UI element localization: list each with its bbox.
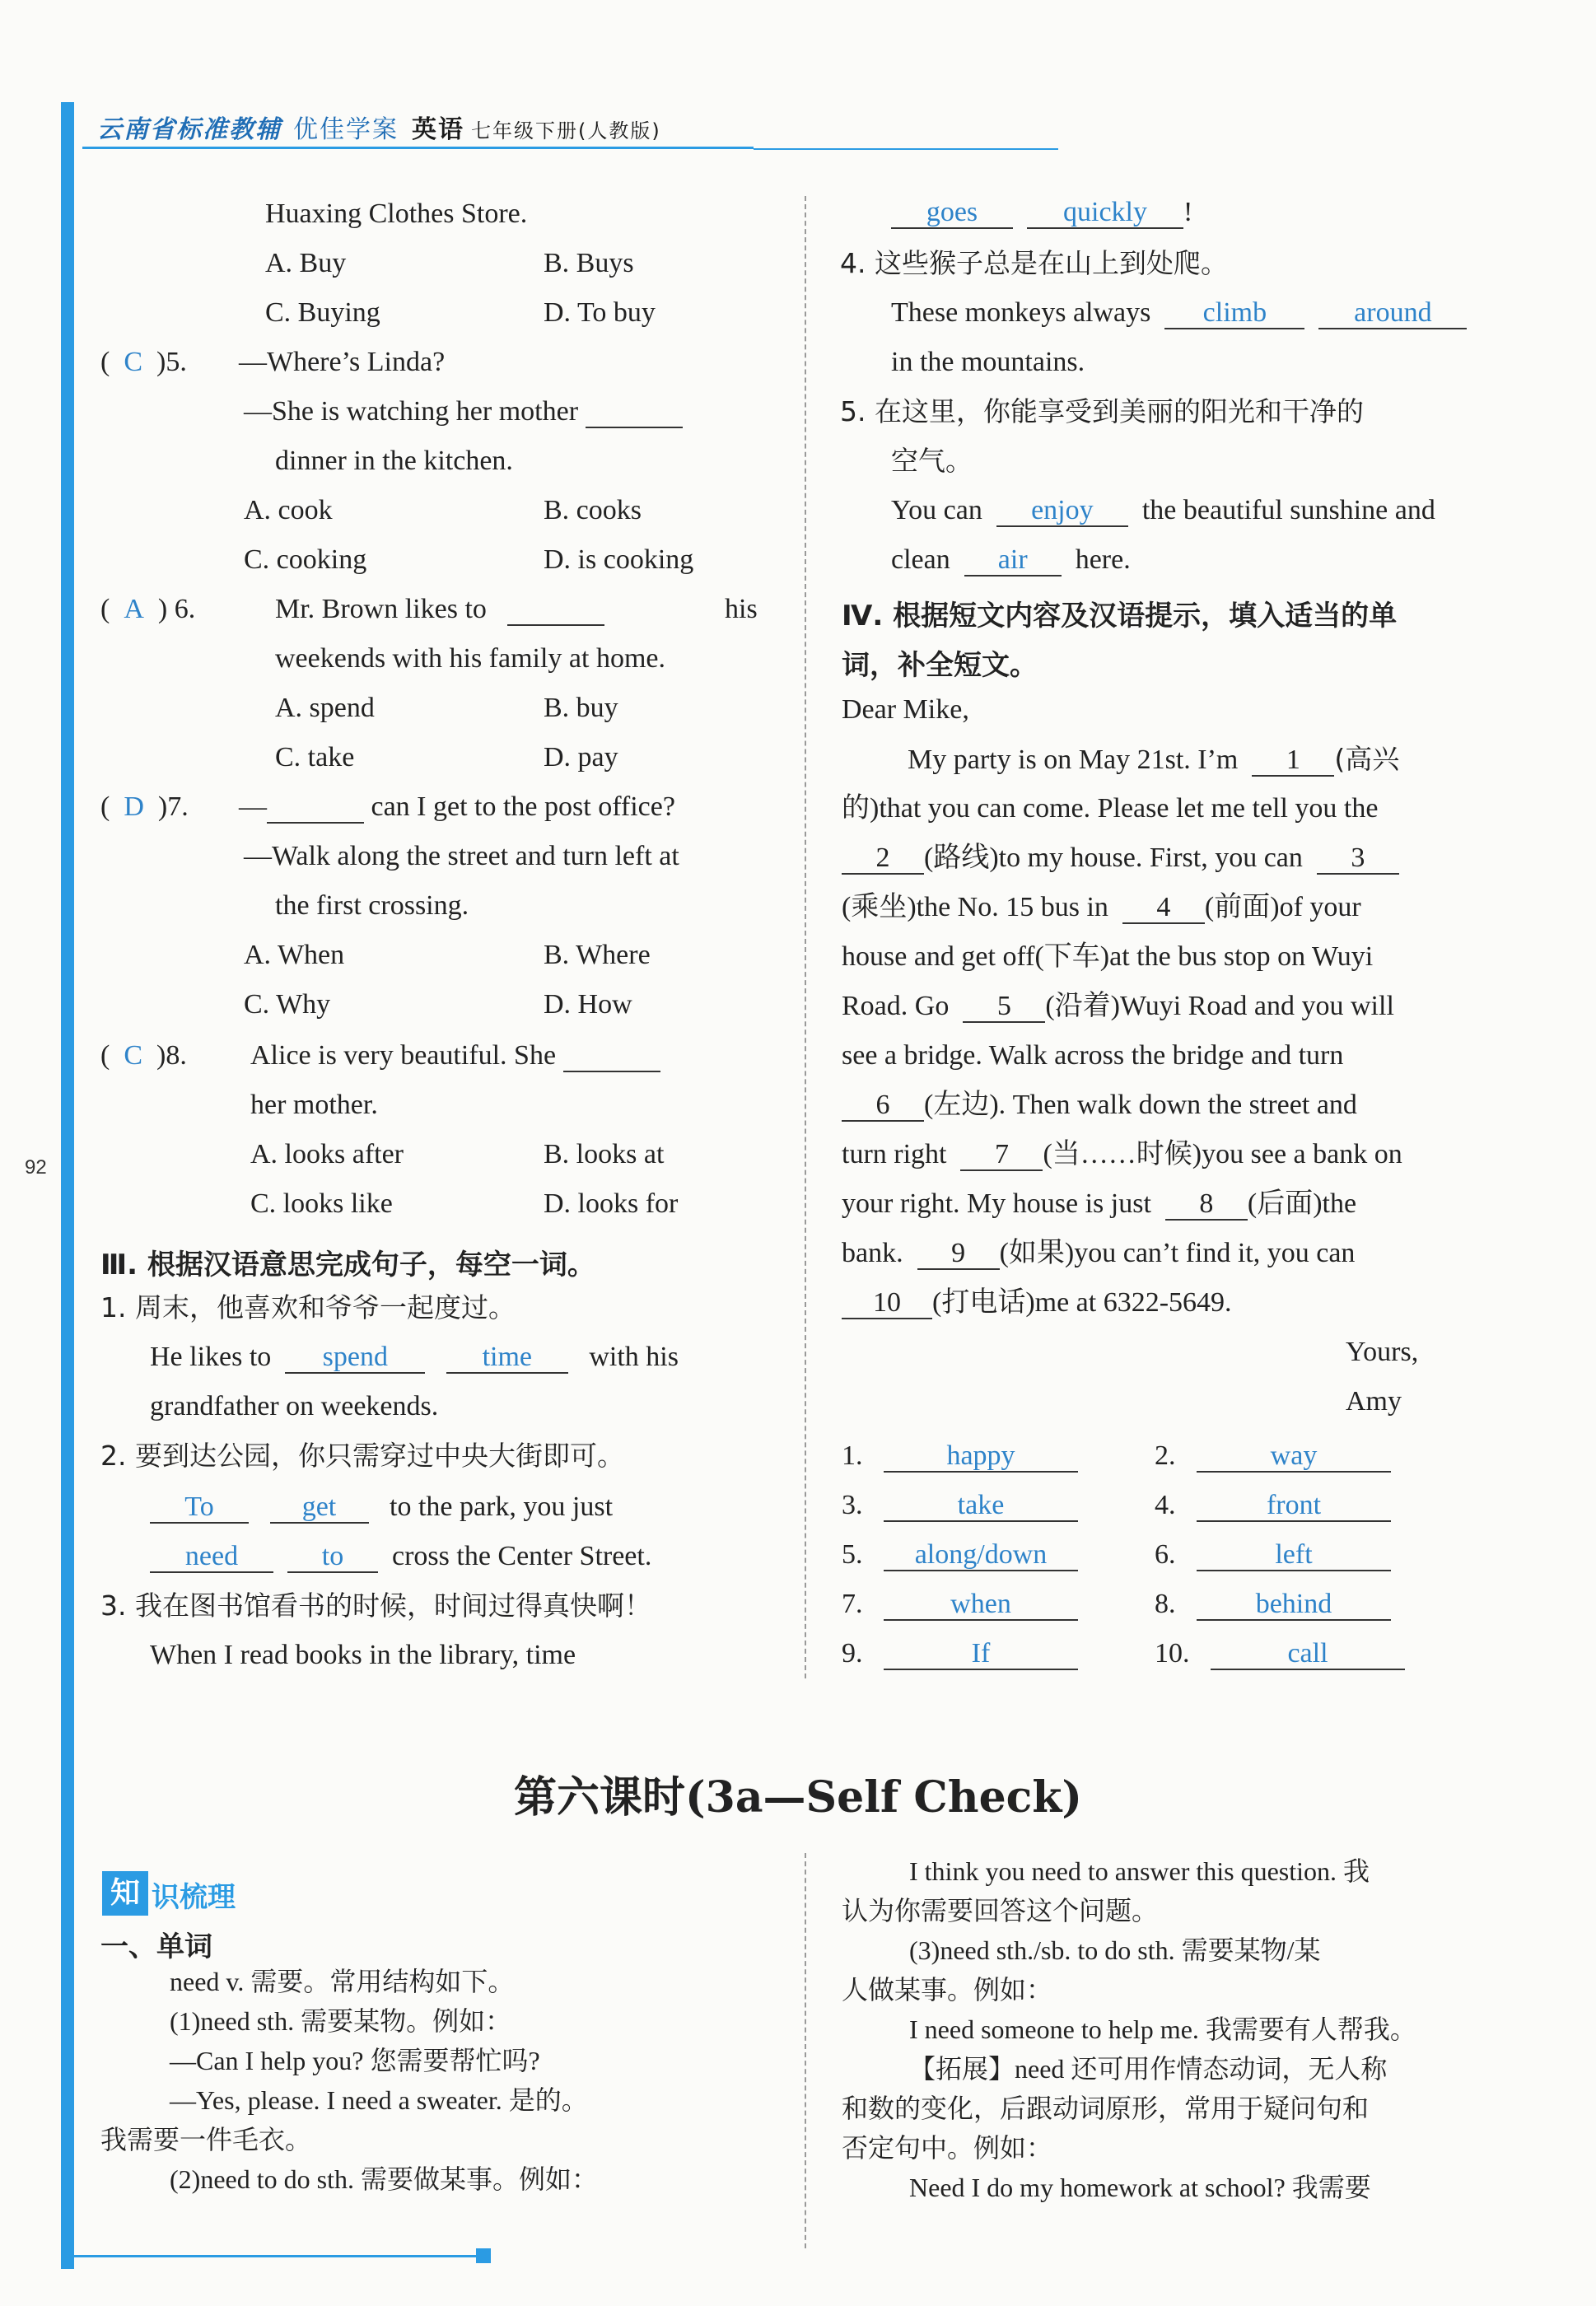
letter-line-2: 的)that you can come. Please let me tell you the [842, 793, 1379, 824]
letter-line-12 [842, 1286, 1232, 1319]
s1-en-a: He likes to [150, 1342, 272, 1372]
lesson-right-line-4: 人做某事。例如： [842, 1975, 1053, 2005]
q7-option-a: A. When [244, 940, 345, 970]
s2-en-a: to the park, you just [390, 1491, 614, 1522]
s1-answer-1: spend [285, 1342, 425, 1374]
letter-l12-a: (打电话)me at 6322-5649. [932, 1287, 1232, 1318]
answer-8 [1155, 1588, 1391, 1621]
section-4-title-line2: 词，补全短文。 [842, 649, 1038, 682]
letter-blank-10: 10 [842, 1288, 932, 1319]
q6-option-a: A. spend [275, 693, 375, 723]
answer-2 [1155, 1440, 1391, 1473]
q8-blank [563, 1041, 660, 1072]
s4-chinese: 4. 这些猴子总是在山上到处爬。 [840, 247, 1228, 279]
q7-option-b: B. Where [544, 940, 651, 970]
answer-10-num: 10. [1155, 1638, 1190, 1669]
lesson-right-line-6: 【拓展】need 还可用作情态动词，无人称 [909, 2054, 1388, 2084]
answer-5-num: 5. [842, 1539, 863, 1570]
header-rule-thin [754, 148, 1058, 150]
letter-line-5: house and get off(下车)at the bus stop on Wuyi [842, 941, 1374, 972]
lesson-right-line-2: 认为你需要回答这个问题。 [842, 1896, 1159, 1926]
q8-option-a: A. looks after [250, 1139, 404, 1169]
s5-en-a: You can [891, 495, 982, 525]
s2-en-b: cross the Center Street. [392, 1541, 652, 1571]
page-tab-arrow [61, 1138, 74, 1153]
q4-option-a: A. Buy [265, 248, 347, 278]
s5-english-line2 [891, 544, 1131, 576]
letter-l6-a: Road. Go [842, 991, 950, 1021]
page-header [97, 109, 661, 145]
s3-answer-2: quickly [1027, 198, 1183, 229]
q8-option-d: D. looks for [544, 1188, 679, 1219]
letter-line-6 [842, 990, 1394, 1023]
s2-english [150, 1491, 613, 1524]
q6-answer: A [124, 594, 144, 624]
lesson-right-line-8: 否定句中。例如： [842, 2133, 1053, 2163]
left-margin-bar [61, 102, 74, 1202]
letter-l3-a: (路线)to my house. First, you can [924, 843, 1303, 873]
letter-l9-a: turn right [842, 1139, 947, 1169]
s2-chinese: 2. 要到达公园，你只需穿过中央大街即可。 [100, 1440, 624, 1472]
answer-3-num: 3. [842, 1490, 863, 1520]
q8-option-c: C. looks like [250, 1188, 393, 1219]
header-brand: 云南省标准教辅 [97, 115, 282, 144]
s2-english-line2 [150, 1540, 651, 1573]
vocab-section-title: 一、单词 [100, 1930, 212, 1963]
q5-answer-paren: ( C )5. [100, 347, 187, 377]
letter-blank-6: 6 [842, 1090, 924, 1122]
s5-english [891, 494, 1435, 527]
letter-greeting: Dear Mike, [842, 694, 969, 725]
s4-english [891, 296, 1467, 329]
q5-text-line3: dinner in the kitchen. [275, 446, 513, 476]
s1-answer-2: time [446, 1342, 568, 1374]
q5-text2: —She is watching her mother [244, 396, 579, 427]
lesson-right-line-1: I think you need to answer this question. 我 [909, 1856, 1370, 1886]
answer-9-num: 9. [842, 1638, 863, 1669]
s1-en-b: with his [589, 1342, 679, 1372]
page-number: 92 [25, 1156, 47, 1179]
answer-1-value: happy [884, 1441, 1078, 1473]
answer-7-num: 7. [842, 1589, 863, 1619]
answer-9 [842, 1637, 1078, 1670]
lesson-left-line-3: —Can I help you? 您需要帮忙吗? [170, 2046, 540, 2075]
lesson-right-line-3: (3)need sth./sb. to do sth. 需要某物/某 [909, 1935, 1321, 1965]
q4-option-c: C. Buying [265, 297, 380, 328]
letter-line-8 [842, 1089, 1357, 1122]
column-divider [805, 196, 806, 1678]
q5-number: )5. [156, 347, 187, 377]
s5-en-b: the beautiful sunshine and [1141, 495, 1435, 525]
q5-option-d: D. is cooking [544, 544, 694, 575]
letter-l4-b: (前面)of your [1204, 892, 1361, 922]
knowledge-badge: 知 [102, 1871, 148, 1916]
q7-text [239, 791, 675, 824]
answer-6 [1155, 1538, 1391, 1571]
answer-10-value: call [1211, 1639, 1405, 1670]
q6-blank [507, 595, 604, 626]
q8-text-line2: her mother. [250, 1090, 378, 1120]
q8-option-b: B. looks at [544, 1139, 665, 1169]
s1-english [150, 1341, 679, 1374]
q7-answer: D [124, 791, 144, 822]
answer-7 [842, 1588, 1078, 1621]
q7-number: )7. [157, 791, 189, 822]
q7-option-c: C. Why [244, 989, 331, 1020]
lesson-left-line-4: —Yes, please. I need a sweater. 是的。 [170, 2085, 588, 2115]
letter-line-7: see a bridge. Walk across the bridge and turn [842, 1040, 1344, 1071]
lesson-right-line-7: 和数的变化，后跟动词原形，常用于疑问句和 [842, 2094, 1370, 2123]
answer-1-num: 1. [842, 1440, 863, 1471]
letter-l10-a: your right. My house is just [842, 1188, 1151, 1219]
letter-blank-4: 4 [1122, 893, 1205, 924]
q5-text-line2 [244, 395, 683, 428]
letter-line-10 [842, 1188, 1356, 1221]
answer-3-value: take [884, 1491, 1078, 1522]
s5-en2-a: clean [891, 544, 950, 575]
letter-l9-b: (当……时候)you see a bank on [1043, 1139, 1402, 1169]
footer-rule [68, 2255, 479, 2257]
s3-english: When I read books in the library, time [150, 1640, 576, 1670]
lesson-title: 第六课时(3a—Self Check) [514, 1772, 1082, 1823]
q7-text-line2: —Walk along the street and turn left at [244, 841, 679, 871]
q8-number: )8. [156, 1040, 187, 1071]
answer-6-value: left [1197, 1540, 1391, 1571]
q8-text-a: Alice is very beautiful. She [250, 1040, 557, 1071]
q6-option-d: D. pay [544, 742, 618, 773]
q6-number: ) 6. [157, 594, 196, 624]
answer-2-value: way [1197, 1441, 1391, 1473]
q6-text-b: his [725, 594, 758, 624]
s1-english-line2: grandfather on weekends. [150, 1391, 439, 1421]
lesson-right-line-9: Need I do my homework at school? 我需要 [909, 2173, 1371, 2202]
q4-option-d: D. To buy [544, 297, 656, 328]
letter-blank-3: 3 [1317, 843, 1399, 875]
q7-option-d: D. How [544, 989, 632, 1020]
answer-1 [842, 1440, 1078, 1473]
letter-l4-a: (乘坐)the No. 15 bus in [842, 892, 1108, 922]
answer-4-value: front [1197, 1491, 1391, 1522]
left-margin-bar-lower [61, 1190, 74, 2269]
q8-answer-paren: ( C )8. [100, 1040, 187, 1071]
header-series: 优佳学案 [293, 115, 399, 144]
letter-sign-off: Yours, [1346, 1337, 1419, 1367]
s4-answer-1: climb [1164, 298, 1304, 329]
q6-option-c: C. take [275, 742, 355, 773]
letter-blank-1: 1 [1252, 745, 1334, 777]
q6-option-b: B. buy [544, 693, 618, 723]
q5-option-a: A. cook [244, 495, 333, 525]
q6-text [275, 593, 604, 626]
letter-line-11 [842, 1237, 1355, 1270]
s2-answer-1: To [150, 1492, 249, 1524]
letter-blank-8: 8 [1165, 1189, 1248, 1221]
q5-option-b: B. cooks [544, 495, 642, 525]
lesson-left-line-2: (1)need sth. 需要某物。例如： [170, 2006, 512, 2036]
header-subject: 英语 [412, 115, 464, 144]
s5-chinese-line2: 空气。 [891, 445, 973, 477]
q7-text-line3: the first crossing. [275, 890, 469, 921]
letter-l11-a: bank. [842, 1238, 903, 1268]
q8-text [250, 1039, 660, 1072]
q6-text-line2: weekends with his family at home. [275, 643, 666, 674]
letter-blank-9: 9 [917, 1239, 1000, 1270]
lesson-left-line-6: (2)need to do sth. 需要做某事。例如： [170, 2164, 598, 2194]
header-rule [82, 147, 754, 149]
q5-answer: C [124, 347, 143, 377]
letter-blank-5: 5 [963, 992, 1045, 1023]
answer-10 [1155, 1637, 1405, 1670]
answer-4-num: 4. [1155, 1490, 1176, 1520]
s1-chinese: 1. 周末，他喜欢和爷爷一起度过。 [100, 1291, 516, 1323]
answer-5 [842, 1538, 1078, 1571]
s3-answers [891, 196, 1192, 229]
q6-answer-paren: ( A ) 6. [100, 594, 196, 624]
answer-2-num: 2. [1155, 1440, 1176, 1471]
s2-answer-3: need [150, 1542, 273, 1573]
answer-8-value: behind [1197, 1589, 1391, 1621]
column-divider-lower [805, 1853, 806, 2248]
s5-chinese: 5. 在这里，你能享受到美丽的阳光和干净的 [840, 395, 1364, 427]
letter-l1-b: (高兴 [1334, 743, 1400, 775]
lesson-left-line-5: 我需要一件毛衣。 [100, 2125, 312, 2154]
header-grade: 七年级下册(人教版) [471, 119, 661, 142]
s2-answer-4: to [287, 1542, 378, 1573]
q4-option-b: B. Buys [544, 248, 634, 278]
letter-line-4 [842, 891, 1361, 924]
q7-blank [267, 792, 364, 824]
letter-l10-b: (后面)the [1247, 1188, 1357, 1219]
q5-option-c: C. cooking [244, 544, 367, 575]
answer-9-value: If [884, 1639, 1078, 1670]
letter-l6-b: (沿着)Wuyi Road and you will [1045, 991, 1394, 1021]
answer-7-value: when [884, 1589, 1078, 1621]
footer-square [476, 2248, 491, 2263]
s3-end: ! [1183, 197, 1193, 227]
q7-answer-paren: ( D )7. [100, 791, 189, 822]
s5-en2-b: here. [1075, 544, 1131, 575]
letter-signature: Amy [1346, 1386, 1402, 1417]
s5-answer-2: air [964, 545, 1062, 576]
s2-answer-2: get [270, 1492, 369, 1524]
letter-line-1 [908, 743, 1399, 777]
letter-blank-2: 2 [842, 843, 924, 875]
section-4-title: Ⅳ. 根据短文内容及汉语提示，填入适当的单 [842, 600, 1398, 633]
answer-3 [842, 1489, 1078, 1522]
q8-answer: C [124, 1040, 143, 1071]
s5-answer-1: enjoy [996, 496, 1128, 527]
answer-6-num: 6. [1155, 1539, 1176, 1570]
letter-l1-a: My party is on May 21st. I’m [908, 745, 1239, 775]
answer-5-value: along/down [884, 1540, 1078, 1571]
s4-en-a: These monkeys always [891, 297, 1151, 328]
s4-english-line2: in the mountains. [891, 347, 1085, 377]
answer-8-num: 8. [1155, 1589, 1176, 1619]
s3-chinese: 3. 我在图书馆看书的时候，时间过得真快啊！ [100, 1589, 651, 1622]
lesson-left-line-1: need v. 需要。常用结构如下。 [170, 1967, 515, 1996]
s4-answer-2: around [1318, 298, 1467, 329]
q4-continuation: Huaxing Clothes Store. [265, 198, 528, 229]
q5-blank [586, 397, 683, 428]
q7-dash: — [239, 791, 267, 822]
letter-line-9 [842, 1138, 1402, 1171]
knowledge-heading: 识梳理 [152, 1881, 236, 1914]
section-3-title: Ⅲ. 根据汉语意思完成句子，每空一词。 [100, 1249, 595, 1281]
letter-l8-a: (左边). Then walk down the street and [924, 1090, 1357, 1120]
answer-4 [1155, 1489, 1391, 1522]
q6-text-a: Mr. Brown likes to [275, 594, 487, 624]
s3-answer-1: goes [891, 198, 1013, 229]
letter-l11-b: (如果)you can’t find it, you can [999, 1238, 1356, 1268]
letter-line-3 [842, 842, 1399, 875]
q5-text: —Where’s Linda? [239, 347, 446, 377]
q7-text-b: can I get to the post office? [371, 791, 675, 822]
letter-blank-7: 7 [960, 1140, 1043, 1171]
lesson-right-line-5: I need someone to help me. 我需要有人帮我。 [909, 2014, 1416, 2044]
